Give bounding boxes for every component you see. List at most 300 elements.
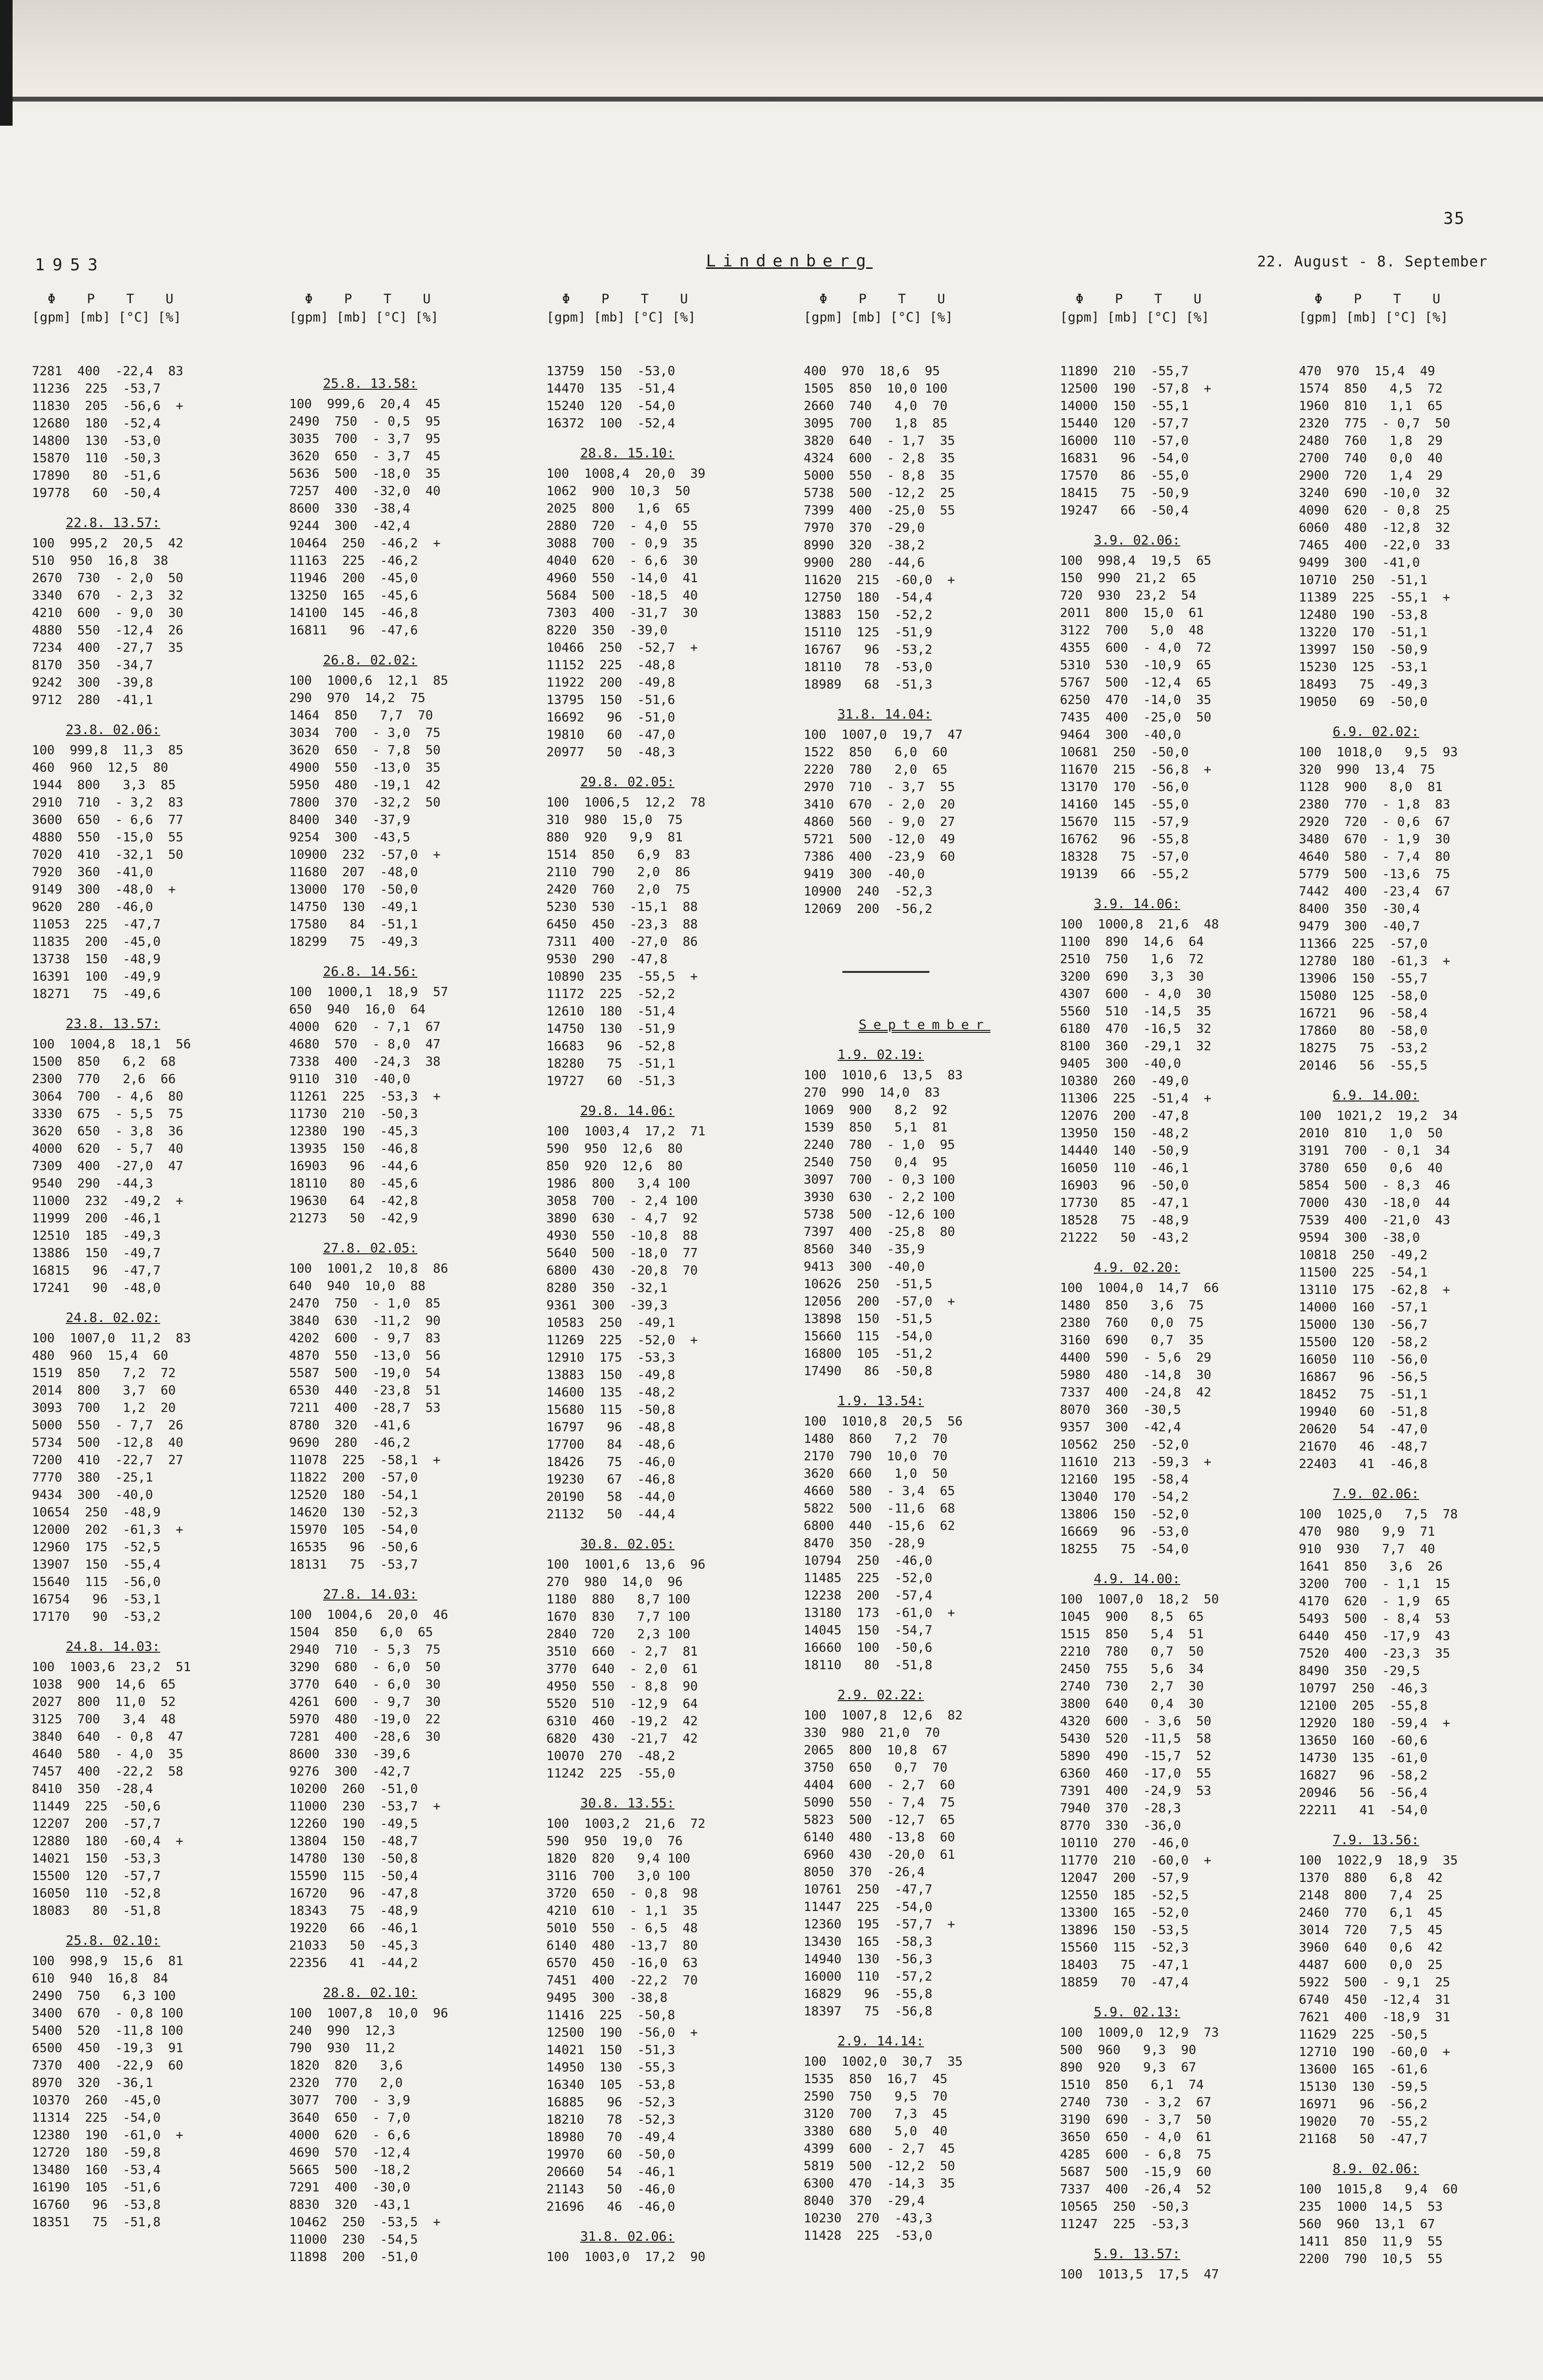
sounding-level-row: 3840 640 - 0,8 47 xyxy=(32,1730,184,1744)
sounding-level-row: 6960 430 -20,0 61 xyxy=(804,1848,955,1862)
sounding-level-row: 3077 700 - 3,9 xyxy=(289,2093,411,2108)
sounding-level-row: 6060 480 -12,8 32 xyxy=(1299,521,1451,535)
sounding-level-row: 3620 660 1,0 50 xyxy=(804,1467,948,1481)
sounding-level-row: 13883 150 -49,8 xyxy=(546,1368,676,1382)
sounding-level-row: 11269 225 -52,0 + xyxy=(546,1333,698,1348)
sounding-level-row: 10710 250 -51,1 xyxy=(1299,573,1428,588)
sounding-level-row: 11946 200 -45,0 xyxy=(289,571,418,586)
sounding-level-row: 5738 500 -12,2 25 xyxy=(804,486,955,500)
sounding-level-row: 15230 125 -53,1 xyxy=(1299,660,1428,675)
sounding-date-time: 29.8. 14.06: xyxy=(580,1103,675,1118)
sounding-level-row: 15500 120 -58,2 xyxy=(1299,1335,1428,1350)
sounding-level-row: 15440 120 -57,7 xyxy=(1060,416,1189,431)
sounding-level-row: 7200 410 -22,7 27 xyxy=(32,1453,184,1468)
sounding-level-row: 16391 100 -49,9 xyxy=(32,970,161,984)
sounding-level-row: 5980 480 -14,8 30 xyxy=(1060,1368,1212,1382)
sounding-level-row: 5823 500 -12,7 65 xyxy=(804,1813,955,1827)
sounding-level-row: 13040 170 -54,2 xyxy=(1060,1490,1189,1504)
sounding-block xyxy=(546,363,788,432)
sounding-level-row: 16535 96 -50,6 xyxy=(289,1540,418,1555)
sounding-level-row: 270 990 14,0 83 xyxy=(804,1086,940,1100)
sounding-level-row: 13110 175 -62,8 + xyxy=(1299,1283,1451,1297)
sounding-level-row: 16050 110 -52,8 xyxy=(32,1886,161,1901)
sounding-level-row: 1180 880 8,7 100 xyxy=(546,1592,691,1607)
scan-left-edge xyxy=(0,0,13,126)
sounding-level-row: 10681 250 -50,0 xyxy=(1060,745,1189,760)
sounding-level-row: 100 1009,0 12,9 73 xyxy=(1060,2026,1219,2040)
sounding-date-time: 23.8. 02.06: xyxy=(66,722,161,737)
sounding-block xyxy=(1299,1087,1541,1473)
sounding-level-row: 4950 550 - 8,8 90 xyxy=(546,1679,698,1694)
sounding-level-row: 16660 100 -50,6 xyxy=(804,1641,933,1655)
sounding-block xyxy=(804,706,1045,918)
sounding-block xyxy=(1060,363,1302,519)
sounding-level-row: 1641 850 3,6 26 xyxy=(1299,1559,1443,1574)
month-heading: September xyxy=(858,1017,991,1032)
sounding-date-time: 31.8. 02.06: xyxy=(580,2229,675,2244)
data-column-3 xyxy=(546,290,788,2273)
sounding-level-row: 11500 225 -54,1 xyxy=(1299,1265,1428,1280)
sounding-level-row: 7337 400 -24,8 42 xyxy=(1060,1385,1212,1400)
sounding-level-row: 100 999,8 11,3 85 xyxy=(32,743,184,758)
sounding-level-row: 8100 360 -29,1 32 xyxy=(1060,1039,1212,1054)
sounding-level-row: 2014 800 3,7 60 xyxy=(32,1383,176,1398)
sounding-level-row: 16050 110 -46,1 xyxy=(1060,1161,1189,1175)
sounding-level-row: 10797 250 -46,3 xyxy=(1299,1681,1428,1696)
sounding-level-row: 11389 225 -55,1 + xyxy=(1299,590,1451,605)
sounding-level-row: 16692 96 -51,0 xyxy=(546,710,676,725)
sounding-level-row: 12500 190 -57,8 + xyxy=(1060,382,1212,396)
sounding-date-time: 27.8. 02.05: xyxy=(323,1241,418,1256)
sounding-level-row: 100 1018,0 9,5 93 xyxy=(1299,745,1458,760)
sounding-level-row: 1480 860 7,2 70 xyxy=(804,1432,948,1446)
sounding-level-row: 12238 200 -57,4 xyxy=(804,1588,933,1603)
sounding-level-row: 5310 530 -10,9 65 xyxy=(1060,658,1212,673)
sounding-level-row: 2300 770 2,6 66 xyxy=(32,1072,176,1087)
column-header: Φ P T U [gpm] [mb] [°C] [%] xyxy=(1060,292,1209,325)
sounding-level-row: 4170 620 - 1,9 65 xyxy=(1299,1594,1451,1609)
sounding-level-row: 9413 300 -40,0 xyxy=(804,1260,925,1274)
sounding-level-row: 13430 165 -58,3 xyxy=(804,1935,933,1949)
sounding-level-row: 3400 670 - 0,8 100 xyxy=(32,2006,184,2021)
sounding-level-row: 10200 260 -51,0 xyxy=(289,1782,418,1796)
sounding-level-row: 9530 290 -47,8 xyxy=(546,952,668,967)
sounding-level-row: 12160 195 -58,4 xyxy=(1060,1472,1189,1487)
sounding-level-row: 15640 115 -56,0 xyxy=(32,1575,161,1589)
sounding-level-row: 7539 400 -21,0 43 xyxy=(1299,1213,1451,1228)
sounding-level-row: 2240 780 - 1,0 95 xyxy=(804,1138,955,1152)
sounding-date-time: 23.8. 13.57: xyxy=(66,1016,161,1031)
sounding-level-row: 2490 750 - 0,5 95 xyxy=(289,414,441,429)
sounding-level-row: 100 999,6 20,4 45 xyxy=(289,397,441,411)
sounding-level-row: 22356 41 -44,2 xyxy=(289,1956,418,1970)
sounding-level-row: 100 998,9 15,6 81 xyxy=(32,1954,184,1969)
sounding-level-row: 11428 225 -53,0 xyxy=(804,2229,933,2243)
sounding-level-row: 10464 250 -46,2 + xyxy=(289,536,441,551)
sounding-level-row: 3480 670 - 1,9 30 xyxy=(1299,832,1451,847)
sounding-level-row: 18110 80 -45,6 xyxy=(289,1176,418,1191)
sounding-level-row: 2210 780 0,7 50 xyxy=(1060,1645,1204,1659)
sounding-level-row: 460 960 12,5 80 xyxy=(32,761,168,775)
sounding-level-row: 12610 180 -51,4 xyxy=(546,1004,676,1019)
sounding-level-row: 18271 75 -49,6 xyxy=(32,987,161,1001)
sounding-level-row: 15110 125 -51,9 xyxy=(804,625,933,640)
sounding-block xyxy=(804,1687,1045,2020)
sounding-level-row: 7391 400 -24,9 53 xyxy=(1060,1784,1212,1798)
sounding-level-row: 3116 700 3,0 100 xyxy=(546,1869,691,1883)
sounding-level-row: 4090 620 - 0,8 25 xyxy=(1299,503,1451,518)
sounding-level-row: 2110 790 2,0 86 xyxy=(546,865,691,880)
sounding-level-row: 1820 820 9,4 100 xyxy=(546,1851,691,1866)
sounding-level-row: 3340 670 - 2,3 32 xyxy=(32,588,184,603)
sounding-level-row: 21033 50 -45,3 xyxy=(289,1939,418,1953)
sounding-level-row: 10794 250 -46,0 xyxy=(804,1554,933,1568)
sounding-level-row: 470 970 15,4 49 xyxy=(1299,364,1435,379)
sounding-level-row: 330 980 21,0 70 xyxy=(804,1726,940,1740)
sounding-level-row: 100 1006,5 12,2 78 xyxy=(546,795,705,810)
sounding-level-row: 13804 150 -48,7 xyxy=(289,1834,418,1849)
sounding-level-row: 5950 480 -19,1 42 xyxy=(289,778,441,793)
sounding-level-row: 16721 96 -58,4 xyxy=(1299,1006,1428,1021)
sounding-level-row: 2011 800 15,0 61 xyxy=(1060,606,1204,620)
scan-dark-rule xyxy=(0,97,1543,102)
sounding-level-row: 18351 75 -51,8 xyxy=(32,2215,161,2230)
sounding-level-row: 4261 600 - 9,7 30 xyxy=(289,1695,441,1709)
sounding-level-row: 2540 750 0,4 95 xyxy=(804,1155,948,1170)
sounding-block xyxy=(546,774,788,1090)
sounding-level-row: 5400 520 -11,8 100 xyxy=(32,2024,184,2038)
sounding-level-row: 12076 200 -47,8 xyxy=(1060,1109,1189,1123)
sounding-level-row: 3034 700 - 3,0 75 xyxy=(289,726,441,740)
sounding-level-row: 720 930 23,2 54 xyxy=(1060,588,1196,603)
sounding-level-row: 4880 550 -15,0 55 xyxy=(32,830,184,845)
sounding-level-row: 5560 510 -14,5 35 xyxy=(1060,1004,1212,1019)
sounding-level-row: 22211 41 -54,0 xyxy=(1299,1803,1428,1818)
sounding-level-row: 12360 195 -57,7 + xyxy=(804,1917,955,1932)
sounding-level-row: 1539 850 5,1 81 xyxy=(804,1120,948,1135)
sounding-level-row: 11053 225 -47,7 xyxy=(32,917,161,932)
sounding-level-row: 21696 46 -46,0 xyxy=(546,2200,676,2214)
sounding-level-row: 15500 120 -57,7 xyxy=(32,1869,161,1883)
sounding-level-row: 2200 790 10,5 55 xyxy=(1299,2252,1443,2266)
sounding-level-row: 18859 70 -47,4 xyxy=(1060,1975,1189,1990)
sounding-level-row: 12520 180 -54,1 xyxy=(289,1488,418,1502)
sounding-level-row: 7442 400 -23,4 67 xyxy=(1299,884,1451,899)
column-header: Φ P T U [gpm] [mb] [°C] [%] xyxy=(1299,292,1448,325)
sounding-level-row: 12710 190 -60,0 + xyxy=(1299,2045,1451,2059)
sounding-level-row: 4320 600 - 3,6 50 xyxy=(1060,1714,1212,1729)
sounding-level-row: 1519 850 7,2 72 xyxy=(32,1366,176,1381)
sounding-level-row: 2510 750 1,6 72 xyxy=(1060,952,1204,967)
sounding-level-row: 12720 180 -59,8 xyxy=(32,2145,161,2160)
sounding-level-row: 13180 173 -61,0 + xyxy=(804,1606,955,1620)
sounding-level-row: 610 940 16,8 84 xyxy=(32,1971,168,1986)
sounding-level-row: 6250 470 -14,0 35 xyxy=(1060,693,1212,707)
sounding-level-row: 1574 850 4,5 72 xyxy=(1299,382,1443,396)
sounding-level-row: 16760 96 -53,8 xyxy=(32,2198,161,2212)
sounding-level-row: 18275 75 -53,2 xyxy=(1299,1041,1428,1056)
sounding-level-row: 100 1004,8 18,1 56 xyxy=(32,1037,191,1052)
sounding-date-time: 3.9. 02.06: xyxy=(1094,533,1180,548)
sounding-level-row: 10654 250 -48,9 xyxy=(32,1505,161,1520)
sounding-level-row: 16762 96 -55,8 xyxy=(1060,832,1189,847)
sounding-level-row: 10890 235 -55,5 + xyxy=(546,970,698,984)
sounding-level-row: 17570 86 -55,0 xyxy=(1060,469,1189,483)
sounding-level-row: 13883 150 -52,2 xyxy=(804,608,933,622)
sounding-level-row: 1100 890 14,6 64 xyxy=(1060,935,1204,949)
sounding-level-row: 100 1001,6 13,6 96 xyxy=(546,1557,705,1572)
sounding-level-row: 11922 200 -49,8 xyxy=(546,676,676,690)
sounding-level-row: 320 990 13,4 75 xyxy=(1299,763,1435,777)
sounding-level-row: 7234 400 -27,7 35 xyxy=(32,641,184,655)
sounding-level-row: 18131 75 -53,7 xyxy=(289,1557,418,1572)
sounding-block xyxy=(1299,723,1541,1074)
sounding-level-row: 11629 225 -50,5 xyxy=(1299,2027,1428,2042)
sounding-level-row: 18403 75 -47,1 xyxy=(1060,1958,1189,1972)
sounding-level-row: 16815 96 -47,7 xyxy=(32,1263,161,1278)
sounding-level-row: 14600 135 -48,2 xyxy=(546,1385,676,1400)
sounding-level-row: 3640 650 - 7,0 xyxy=(289,2111,411,2125)
sounding-level-row: 10626 250 -51,5 xyxy=(804,1277,933,1292)
sounding-level-row: 11247 225 -53,3 xyxy=(1060,2217,1189,2232)
sounding-level-row: 500 960 9,3 90 xyxy=(1060,2043,1196,2057)
sounding-level-row: 1045 900 8,5 65 xyxy=(1060,1610,1204,1624)
sounding-level-row: 9620 280 -46,0 xyxy=(32,900,153,914)
sounding-level-row: 21670 46 -48,7 xyxy=(1299,1440,1428,1454)
sounding-level-row: 9254 300 -43,5 xyxy=(289,830,411,845)
sounding-level-row: 3770 640 - 2,0 61 xyxy=(546,1662,698,1676)
sounding-level-row: 3088 700 - 0,9 35 xyxy=(546,536,698,551)
sounding-level-row: 16797 96 -48,8 xyxy=(546,1420,676,1435)
sounding-level-row: 9361 300 -39,3 xyxy=(546,1298,668,1313)
sounding-level-row: 14750 130 -51,9 xyxy=(546,1022,676,1036)
sounding-level-row: 19778 60 -50,4 xyxy=(32,486,161,500)
sounding-level-row: 100 1007,0 11,2 83 xyxy=(32,1331,191,1346)
sounding-level-row: 5640 500 -18,0 77 xyxy=(546,1246,698,1261)
sounding-level-row: 20977 50 -48,3 xyxy=(546,745,676,760)
sounding-level-row: 12880 180 -60,4 + xyxy=(32,1834,184,1849)
sounding-level-row: 15870 110 -50,3 xyxy=(32,451,161,466)
sounding-level-row: 16903 96 -50,0 xyxy=(1060,1178,1189,1193)
sounding-level-row: 8560 340 -35,9 xyxy=(804,1242,925,1257)
column-header: Φ P T U [gpm] [mb] [°C] [%] xyxy=(32,292,181,325)
sounding-level-row: 15670 115 -57,9 xyxy=(1060,815,1189,829)
sounding-level-row: 18110 80 -51,8 xyxy=(804,1658,933,1673)
sounding-level-row: 7399 400 -25,0 55 xyxy=(804,503,955,518)
sounding-level-row: 17241 90 -48,0 xyxy=(32,1281,161,1295)
sounding-level-row: 10466 250 -52,7 + xyxy=(546,641,698,655)
sounding-level-row: 14021 150 -51,3 xyxy=(546,2043,676,2057)
sounding-level-row: 1986 800 3,4 100 xyxy=(546,1176,691,1191)
sounding-level-row: 7465 400 -22,0 33 xyxy=(1299,538,1451,553)
sounding-level-row: 100 1002,0 30,7 35 xyxy=(804,2055,963,2069)
sounding-block xyxy=(1060,896,1302,1247)
sounding-level-row: 9434 300 -40,0 xyxy=(32,1488,153,1502)
sounding-level-row: 2010 810 1,0 50 xyxy=(1299,1126,1443,1141)
sounding-level-row: 1515 850 5,4 51 xyxy=(1060,1627,1204,1642)
sounding-level-row: 18210 78 -52,3 xyxy=(546,2113,676,2127)
sounding-level-row: 7309 400 -27,0 47 xyxy=(32,1159,184,1174)
sounding-level-row: 16767 96 -53,2 xyxy=(804,643,933,657)
sounding-level-row: 100 1008,4 20,0 39 xyxy=(546,467,705,481)
sounding-level-row: 8770 330 -36,0 xyxy=(1060,1819,1181,1833)
sounding-level-row: 11000 230 -54,5 xyxy=(289,2233,418,2247)
sounding-level-row: 9479 300 -40,7 xyxy=(1299,919,1420,934)
sounding-level-row: 8780 320 -41,6 xyxy=(289,1418,411,1433)
sounding-level-row: 7520 400 -23,3 35 xyxy=(1299,1646,1451,1661)
sounding-level-row: 7338 400 -24,3 38 xyxy=(289,1055,441,1069)
sounding-level-row: 310 980 15,0 75 xyxy=(546,813,683,827)
sounding-level-row: 510 950 16,8 38 xyxy=(32,554,168,568)
sounding-level-row: 4640 580 - 4,0 35 xyxy=(32,1747,184,1762)
sounding-level-row: 14160 145 -55,0 xyxy=(1060,797,1189,812)
sounding-level-row: 18528 75 -48,9 xyxy=(1060,1213,1189,1228)
sounding-level-row: 11830 205 -56,6 + xyxy=(32,399,184,413)
sounding-level-row: 11366 225 -57,0 xyxy=(1299,937,1428,951)
sounding-level-row: 1411 850 11,9 55 xyxy=(1299,2234,1443,2249)
sounding-level-row: 17700 84 -48,6 xyxy=(546,1438,676,1452)
sounding-level-row: 9499 300 -41,0 xyxy=(1299,556,1420,570)
sounding-level-row: 100 1025,0 7,5 78 xyxy=(1299,1507,1458,1522)
sounding-level-row: 3770 640 - 6,0 30 xyxy=(289,1677,441,1692)
sounding-level-row: 5090 550 - 7,4 75 xyxy=(804,1795,955,1810)
sounding-block xyxy=(546,1102,788,1523)
sounding-level-row: 480 960 15,4 60 xyxy=(32,1349,168,1363)
sounding-level-row: 2900 720 1,4 29 xyxy=(1299,469,1443,483)
sounding-level-row: 15080 125 -58,0 xyxy=(1299,989,1428,1003)
sounding-level-row: 11890 210 -55,7 xyxy=(1060,364,1189,379)
sounding-level-row: 5738 500 -12,6 100 xyxy=(804,1207,955,1222)
sounding-level-row: 10110 270 -46,0 xyxy=(1060,1836,1189,1851)
sounding-level-row: 5734 500 -12,8 40 xyxy=(32,1436,184,1450)
sounding-level-row: 8040 370 -29,4 xyxy=(804,2194,925,2208)
sounding-level-row: 6140 480 -13,8 60 xyxy=(804,1830,955,1845)
sounding-level-row: 9690 280 -46,2 xyxy=(289,1436,411,1450)
sounding-level-row: 7000 430 -18,0 44 xyxy=(1299,1196,1451,1210)
sounding-block xyxy=(1299,363,1541,711)
sounding-date-time: 24.8. 02.02: xyxy=(66,1310,161,1325)
sounding-level-row: 3095 700 1,8 85 xyxy=(804,416,948,431)
sounding-level-row: 11416 225 -50,8 xyxy=(546,2008,676,2023)
sounding-level-row: 19247 66 -50,4 xyxy=(1060,503,1189,518)
sounding-level-row: 4324 600 - 2,8 35 xyxy=(804,451,955,466)
sounding-level-row: 12680 180 -52,4 xyxy=(32,416,161,431)
sounding-level-row: 11447 225 -54,0 xyxy=(804,1900,933,1914)
sounding-level-row: 7386 400 -23,9 60 xyxy=(804,850,955,864)
sounding-level-row: 2480 760 1,8 29 xyxy=(1299,434,1443,448)
sounding-level-row: 8170 350 -34,7 xyxy=(32,658,153,673)
sounding-level-row: 18299 75 -49,3 xyxy=(289,935,418,949)
sounding-level-row: 12047 200 -57,9 xyxy=(1060,1871,1189,1885)
sounding-block xyxy=(804,2033,1045,2245)
sounding-level-row: 2910 710 - 3,2 83 xyxy=(32,795,184,810)
sounding-level-row: 21273 50 -42,9 xyxy=(289,1211,418,1226)
sounding-level-row: 3960 640 0,6 42 xyxy=(1299,1940,1443,1955)
sounding-level-row: 1944 800 3,3 85 xyxy=(32,778,176,793)
sounding-level-row: 8470 350 -28,9 xyxy=(804,1536,925,1551)
sounding-level-row: 15590 115 -50,4 xyxy=(289,1869,418,1883)
sounding-level-row: 11620 215 -60,0 + xyxy=(804,573,955,588)
sounding-level-row: 15130 130 -59,5 xyxy=(1299,2080,1428,2094)
sounding-level-row: 12380 190 -61,0 + xyxy=(32,2128,184,2143)
sounding-level-row: 7281 400 -22,4 83 xyxy=(32,364,184,379)
sounding-level-row: 18397 75 -56,8 xyxy=(804,2004,933,2019)
sounding-level-row: 9405 300 -40,0 xyxy=(1060,1057,1181,1071)
sounding-block xyxy=(289,963,531,1227)
sounding-level-row: 13935 150 -46,8 xyxy=(289,1142,418,1156)
sounding-date-time: 28.8. 02.10: xyxy=(323,1985,418,2000)
sounding-date-time: 26.8. 14.56: xyxy=(323,964,418,979)
sounding-level-row: 17580 84 -51,1 xyxy=(289,917,418,932)
sounding-level-row: 4355 600 - 4,0 72 xyxy=(1060,641,1212,655)
sounding-level-row: 3510 660 - 2,7 81 xyxy=(546,1645,698,1659)
sounding-level-row: 19630 64 -42,8 xyxy=(289,1194,418,1208)
sounding-level-row: 13806 150 -52,0 xyxy=(1060,1507,1189,1522)
sounding-level-row: 100 1013,5 17,5 47 xyxy=(1060,2267,1219,2282)
sounding-level-row: 910 930 7,7 40 xyxy=(1299,1542,1435,1557)
sounding-level-row: 150 990 21,2 65 xyxy=(1060,571,1196,586)
sounding-level-row: 12100 205 -55,8 xyxy=(1299,1699,1428,1713)
sounding-level-row: 10900 232 -57,0 + xyxy=(289,848,441,862)
sounding-level-row: 2460 770 6,1 45 xyxy=(1299,1906,1443,1920)
sounding-level-row: 5779 500 -13,6 75 xyxy=(1299,867,1451,881)
sounding-level-row: 1505 850 10,0 100 xyxy=(804,382,948,396)
sounding-date-time: 24.8. 14.03: xyxy=(66,1639,161,1654)
sounding-level-row: 3120 700 7,3 45 xyxy=(804,2107,948,2121)
sounding-level-row: 20660 54 -46,1 xyxy=(546,2165,676,2179)
sounding-level-row: 3122 700 5,0 48 xyxy=(1060,623,1204,638)
sounding-level-row: 10562 250 -52,0 xyxy=(1060,1438,1189,1452)
sounding-level-row: 3200 690 3,3 30 xyxy=(1060,970,1204,984)
sounding-level-row: 3190 690 - 3,7 50 xyxy=(1060,2113,1212,2127)
sounding-date-time: 25.8. 13.58: xyxy=(323,376,418,391)
sounding-level-row: 3720 650 - 0,8 98 xyxy=(546,1886,698,1901)
sounding-level-row: 7257 400 -32,0 40 xyxy=(289,484,441,499)
sounding-level-row: 6530 440 -23,8 51 xyxy=(289,1383,441,1398)
sounding-level-row: 7211 400 -28,7 53 xyxy=(289,1401,441,1415)
sounding-level-row: 4960 550 -14,0 41 xyxy=(546,571,698,586)
sounding-level-row: 18083 80 -51,8 xyxy=(32,1904,161,1918)
sounding-level-row: 6300 470 -14,3 35 xyxy=(804,2176,955,2191)
sounding-level-row: 8070 360 -30,5 xyxy=(1060,1403,1181,1417)
sounding-level-row: 890 920 9,3 67 xyxy=(1060,2060,1196,2075)
sounding-level-row: 16000 110 -57,2 xyxy=(804,1969,933,1984)
sounding-level-row: 3930 630 - 2,2 100 xyxy=(804,1190,955,1205)
sounding-level-row: 4487 600 0,0 25 xyxy=(1299,1958,1443,1972)
sounding-level-row: 13907 150 -55,4 xyxy=(32,1557,161,1572)
sounding-level-row: 11314 225 -54,0 xyxy=(32,2111,161,2125)
data-column-5 xyxy=(1060,290,1302,2290)
sounding-level-row: 2380 760 0,0 75 xyxy=(1060,1316,1204,1330)
sounding-level-row: 2170 790 10,0 70 xyxy=(804,1449,948,1464)
sounding-level-row: 16754 96 -53,1 xyxy=(32,1592,161,1607)
sounding-level-row: 9594 300 -38,0 xyxy=(1299,1231,1420,1245)
sounding-level-row: 18415 75 -50,9 xyxy=(1060,486,1189,500)
sounding-level-row: 12500 190 -56,0 + xyxy=(546,2026,698,2040)
sounding-level-row: 13950 150 -48,2 xyxy=(1060,1126,1189,1141)
sounding-level-row: 12069 200 -56,2 xyxy=(804,902,933,916)
sounding-level-row: 3750 650 0,7 70 xyxy=(804,1761,948,1775)
sounding-level-row: 1514 850 6,9 83 xyxy=(546,848,691,862)
sounding-level-row: 5684 500 -18,5 40 xyxy=(546,588,698,603)
sounding-level-row: 16827 96 -58,2 xyxy=(1299,1768,1428,1783)
sounding-level-row: 2740 730 2,7 30 xyxy=(1060,1679,1204,1694)
sounding-level-row: 13250 165 -45,6 xyxy=(289,588,418,603)
sounding-level-row: 3097 700 - 0,3 100 xyxy=(804,1173,955,1187)
sounding-level-row: 17890 80 -51,6 xyxy=(32,469,161,483)
sounding-block xyxy=(1299,1485,1541,1819)
sounding-level-row: 100 1000,8 21,6 48 xyxy=(1060,917,1219,932)
